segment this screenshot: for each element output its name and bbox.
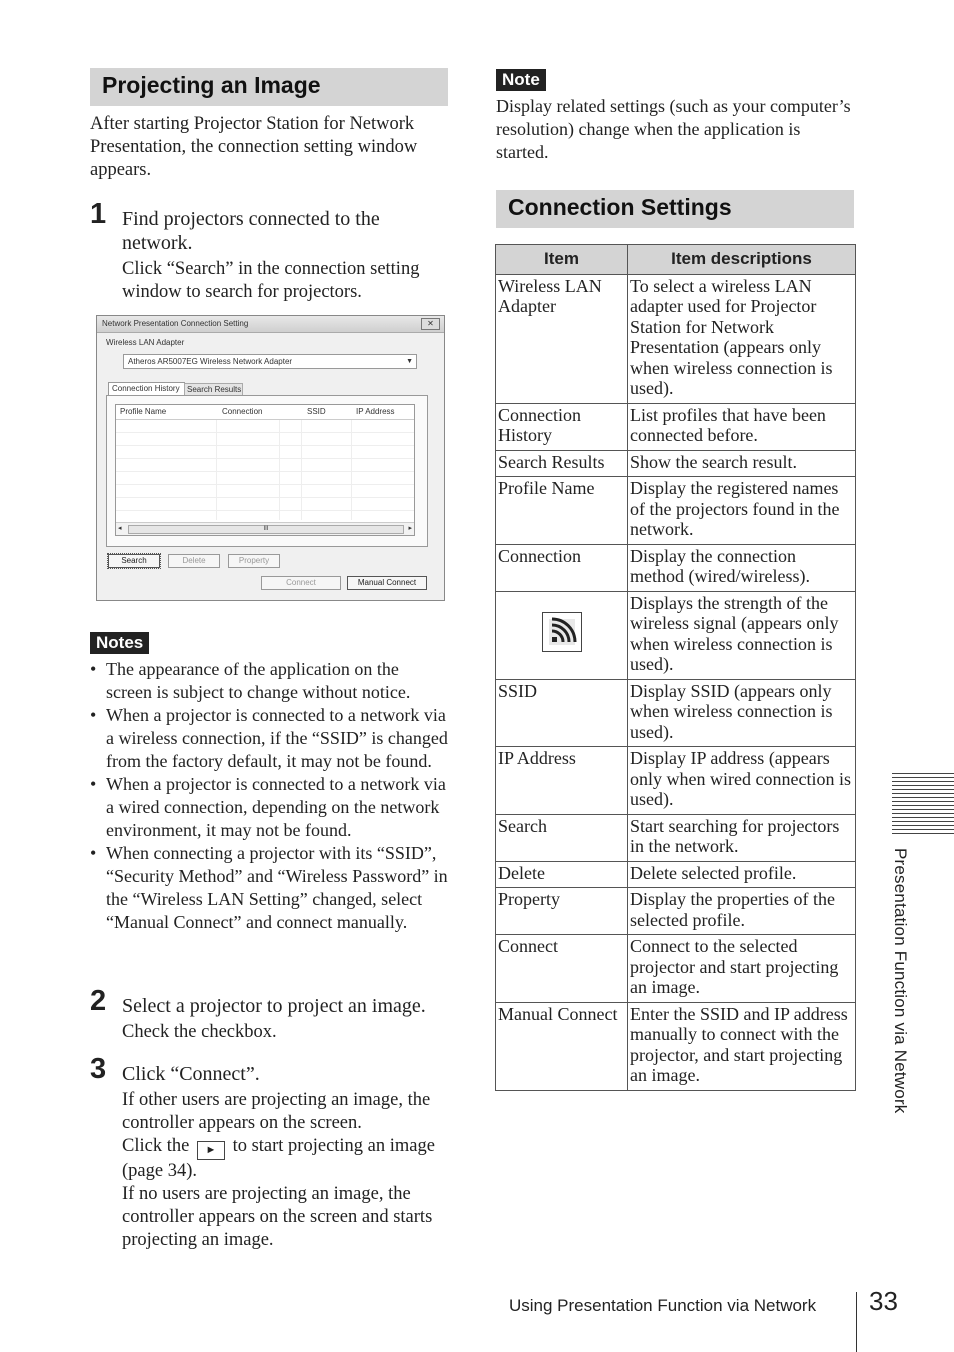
list-col-divider — [351, 420, 352, 520]
table-row — [496, 477, 856, 545]
header-item-descriptions: Item descriptions — [628, 245, 856, 275]
window-title: Network Presentation Connection Setting — [102, 319, 249, 328]
item-cell: Wireless LAN Adapter — [496, 274, 628, 403]
tab-connection-history[interactable] — [108, 382, 185, 395]
section-header-connection-settings — [496, 190, 854, 228]
desc-cell: Display the registered names of the projectors found in the network. — [628, 477, 856, 545]
settings-table — [495, 244, 856, 1091]
step-2-body: Check the checkbox. — [122, 1022, 277, 1042]
connection-setting-window — [96, 315, 445, 601]
footer-divider — [856, 1292, 857, 1352]
profile-list[interactable] — [115, 404, 415, 536]
adapter-label: Wireless LAN Adapter — [106, 338, 185, 347]
side-tab-marker — [892, 773, 954, 835]
tab-connection-history-label: Connection History — [112, 384, 180, 393]
table-header-row — [496, 245, 856, 275]
item-cell: Manual Connect — [496, 1002, 628, 1090]
item-cell: Connection History — [496, 403, 628, 450]
desc-cell: Enter the SSID and IP address manually to connect with the projector, and start projecting an image. — [628, 1002, 856, 1090]
step-3-body-b — [122, 1135, 452, 1183]
col-ssid[interactable]: SSID — [307, 407, 326, 416]
desc-cell: Start searching for projectors in the network. — [628, 814, 856, 861]
tab-search-results-label: Search Results — [187, 385, 242, 394]
connect-button[interactable]: Connect — [261, 576, 341, 590]
item-cell: Property — [496, 888, 628, 935]
step-2-title: Select a projector to project an image. — [122, 995, 426, 1017]
table-row — [496, 1002, 856, 1090]
window-titlebar — [97, 316, 444, 333]
window-close-icon[interactable]: ✕ — [421, 318, 440, 330]
notes-badge-wrap — [90, 632, 149, 654]
delete-button[interactable]: Delete — [168, 554, 220, 568]
notes-list — [90, 658, 448, 934]
desc-cell: Connect to the selected projector and start projecting an image. — [628, 935, 856, 1003]
note-item: • When a projector is connected to a network via a wired connection, depending on the network environment, it may not be found. — [90, 773, 448, 842]
property-button[interactable]: Property — [228, 554, 280, 568]
step-3-title: Click “Connect”. — [122, 1063, 260, 1085]
table-row — [496, 935, 856, 1003]
step-3-body-a: If other users are projecting an image, the controller appears on the screen. — [122, 1090, 431, 1133]
manual-connect-button[interactable]: Manual Connect — [347, 576, 427, 590]
desc-cell: To select a wireless LAN adapter used for Projector Station for Network Presentation (appears only when wireless connection is used). — [628, 274, 856, 403]
step-1-title: Find projectors connected to the network. — [122, 208, 380, 254]
step-3-body-b-post: to start projecting an image (page 34). — [122, 1136, 435, 1181]
item-cell: Profile Name — [496, 477, 628, 545]
desc-cell: List profiles that have been connected before. — [628, 403, 856, 450]
table-row — [496, 747, 856, 815]
adapter-select-value: Atheros AR5007EG Wireless Network Adapter — [128, 357, 293, 366]
scroll-thumb[interactable] — [128, 525, 404, 534]
item-cell: Connection — [496, 544, 628, 591]
scroll-thumb-grip: III — [263, 526, 269, 532]
table-row — [496, 679, 856, 747]
item-cell: SSID — [496, 679, 628, 747]
tab-search-results[interactable] — [184, 383, 243, 395]
item-cell: Search Results — [496, 450, 628, 477]
note-item: • When connecting a projector with its “SSID”, “Security Method” and “Wireless Password” in the “Wireless LAN Setting” changed, select “Manual Connect” and connect manually. — [90, 842, 448, 934]
section-header-projecting — [90, 68, 448, 106]
step-3-body-c: If no users are projecting an image, the controller appears on the screen and starts projecting an image. — [122, 1184, 433, 1250]
item-cell: Connect — [496, 935, 628, 1003]
list-col-divider — [216, 420, 217, 520]
note-text: Display related settings (such as your computer’s resolution) change when the application is started. — [496, 96, 851, 162]
note-item: • When a projector is connected to a network via a wireless connection, if the “SSID” is changed from the factory default, it may not be found. — [90, 704, 448, 773]
table-row — [496, 274, 856, 403]
desc-cell: Display the properties of the selected profile. — [628, 888, 856, 935]
list-col-divider — [301, 420, 302, 520]
section-title: Connection Settings — [508, 194, 732, 220]
step-3-body — [122, 1089, 452, 1252]
table-row — [496, 591, 856, 679]
desc-cell: Displays the strength of the wireless signal (appears only when wireless connection is used). — [628, 591, 856, 679]
note-item: • The appearance of the application on the screen is subject to change without notice. — [90, 658, 448, 704]
scroll-right-icon[interactable]: ▸ — [408, 525, 412, 532]
col-profile-name[interactable]: Profile Name — [120, 407, 167, 416]
desc-cell: Show the search result. — [628, 450, 856, 477]
item-cell: Search — [496, 814, 628, 861]
item-cell-icon — [496, 591, 628, 679]
running-title: Using Presentation Function via Network — [509, 1296, 817, 1315]
side-tab-label: Presentation Function via Network — [891, 848, 910, 1114]
signal-strength-icon-svg — [543, 613, 581, 651]
step-2-number: 2 — [90, 985, 107, 1017]
item-cell: IP Address — [496, 747, 628, 815]
horizontal-scrollbar[interactable] — [116, 522, 414, 535]
note-badge: Note — [496, 69, 546, 91]
notes-badge: Notes — [90, 632, 149, 654]
desc-cell: Display SSID (appears only when wireless connection is used). — [628, 679, 856, 747]
col-connection[interactable]: Connection — [222, 407, 263, 416]
step-3-body-b-pre: Click the — [122, 1136, 190, 1156]
section-title: Projecting an Image — [102, 72, 321, 98]
table-row — [496, 450, 856, 477]
list-grid-lines — [116, 420, 414, 520]
table-row — [496, 861, 856, 888]
table-row — [496, 403, 856, 450]
list-col-divider — [279, 420, 280, 520]
list-header-row — [116, 405, 414, 420]
adapter-select[interactable] — [123, 354, 417, 369]
step-1-body: Click “Search” in the connection setting window to search for projectors. — [122, 259, 420, 302]
table-row — [496, 888, 856, 935]
chevron-down-icon: ▼ — [406, 358, 413, 365]
note-badge-wrap — [496, 69, 546, 91]
intro-paragraph: After starting Projector Station for Network Presentation, the connection setting window appears. — [90, 114, 418, 180]
step-1-number: 1 — [90, 198, 107, 230]
step-3-number: 3 — [90, 1053, 107, 1085]
page-number: 33 — [869, 1286, 898, 1316]
play-button-icon: ► — [197, 1141, 225, 1160]
search-button[interactable]: Search — [108, 554, 160, 568]
signal-strength-icon — [542, 612, 582, 652]
col-ip-address[interactable]: IP Address — [356, 407, 395, 416]
desc-cell: Display the connection method (wired/wireless). — [628, 544, 856, 591]
item-cell: Delete — [496, 861, 628, 888]
desc-cell: Delete selected profile. — [628, 861, 856, 888]
scroll-left-icon[interactable]: ◂ — [118, 525, 122, 532]
header-item: Item — [496, 245, 628, 275]
table-row — [496, 544, 856, 591]
table-row — [496, 814, 856, 861]
desc-cell: Display IP address (appears only when wired connection is used). — [628, 747, 856, 815]
